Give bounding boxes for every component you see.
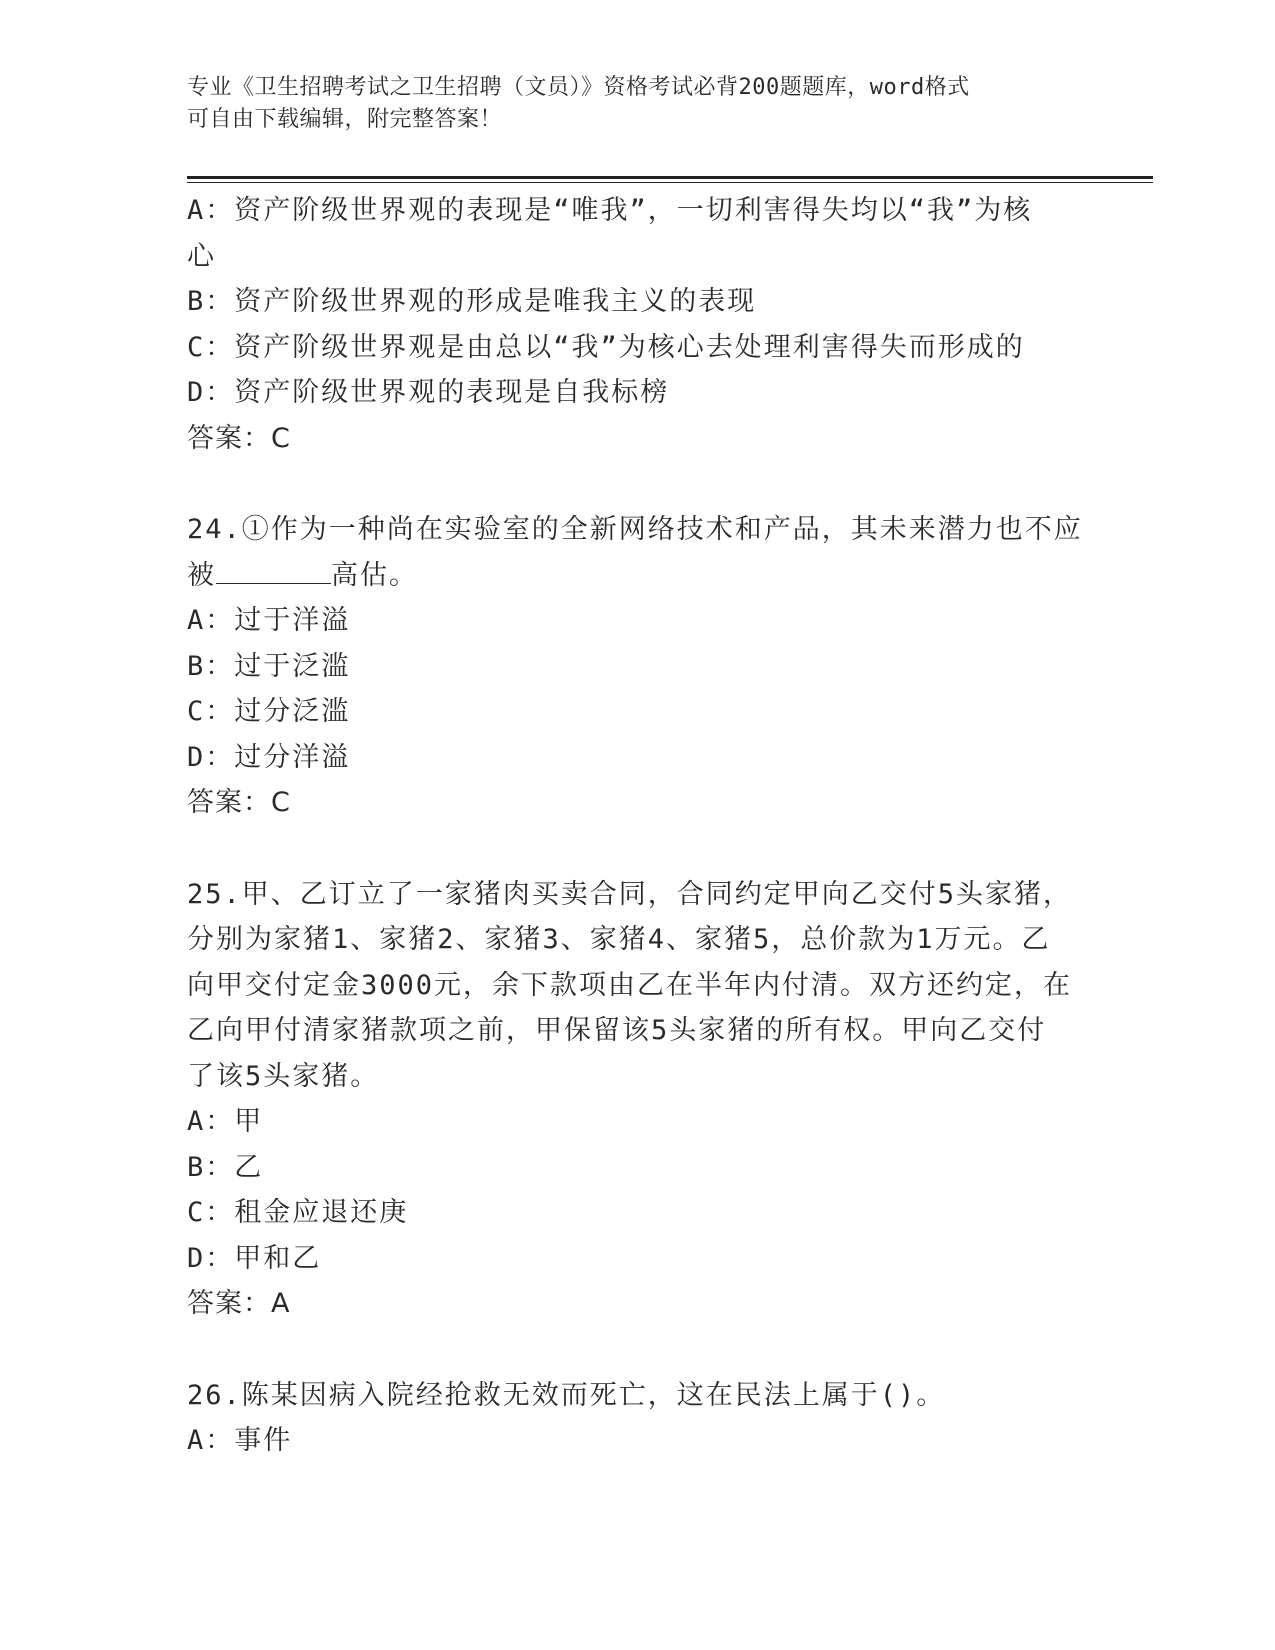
stem-text-after-blank: 高估。 xyxy=(331,559,418,591)
spacer xyxy=(187,826,1087,872)
question-24 xyxy=(187,507,1087,826)
option-d: D：资产阶级世界观的表现是自我标榜 xyxy=(187,377,670,408)
question-stem-line-5: 了该5头家猪。 xyxy=(187,1060,380,1092)
option-c: C：资产阶级世界观是由总以“我”为核心去处理利害得失而形成的 xyxy=(187,331,1025,363)
option-b: B：乙 xyxy=(187,1151,264,1183)
question-stem-line-4: 乙向甲付清家猪款项之前，甲保留该5头家猪的所有权。甲向乙交付 xyxy=(187,1015,1047,1046)
document-body xyxy=(187,188,1087,1464)
spacer xyxy=(187,1327,1087,1373)
question-stem-line-1: 24.①作为一种尚在实验室的全新网络技术和产品，其未来潜力也不应 xyxy=(187,514,1083,545)
option-c: C：租金应退还庚 xyxy=(187,1197,409,1228)
question-stem-line-3: 向甲交付定金3000元，余下款项由乙在半年内付清。双方还约定，在 xyxy=(187,969,1073,1001)
question-stem-line-2: 分别为家猪1、家猪2、家猪3、家猪4、家猪5，总价款为1万元。乙 xyxy=(187,924,1051,955)
option-a: A：甲 xyxy=(187,1106,264,1137)
answer: 答案：C xyxy=(187,422,291,454)
header-rule-thick xyxy=(187,176,1153,179)
question-25 xyxy=(187,872,1087,1327)
option-c: C：过分泛滥 xyxy=(187,696,351,727)
option-b: B：过于泛滥 xyxy=(187,650,351,682)
header-rule-thin xyxy=(187,182,1153,183)
question-stem-line-1: 25.甲、乙订立了一家猪肉买卖合同，合同约定甲向乙交付5头家猪， xyxy=(187,878,1073,910)
question-26 xyxy=(187,1373,1087,1464)
fill-blank xyxy=(216,559,331,584)
question-stem-line-1: 26.陈某因病入院经抢救无效而死亡，这在民法上属于()。 xyxy=(187,1379,946,1411)
answer: 答案：C xyxy=(187,787,291,818)
header-line-1: 专业《卫生招聘考试之卫生招聘（文员）》资格考试必背200题题库，word格式 xyxy=(187,75,970,100)
option-a: A：事件 xyxy=(187,1425,293,1456)
stem-text-before-blank: 被 xyxy=(187,559,216,591)
question-stem-line-2 xyxy=(187,553,1087,599)
option-a-line-2: 心 xyxy=(187,240,216,272)
option-b: B：资产阶级世界观的形成是唯我主义的表现 xyxy=(187,286,757,317)
question-23 xyxy=(187,188,1087,461)
option-a: A：过于洋溢 xyxy=(187,605,351,636)
header-line-2: 可自由下载编辑，附完整答案！ xyxy=(187,107,503,132)
option-a-line-1: A：资产阶级世界观的表现是“唯我”，一切利害得失均以“我”为核 xyxy=(187,195,1033,226)
option-d: D：过分洋溢 xyxy=(187,741,351,773)
answer: 答案：A xyxy=(187,1288,291,1319)
document-header xyxy=(187,72,1087,136)
option-d: D：甲和乙 xyxy=(187,1242,322,1274)
spacer xyxy=(187,461,1087,507)
